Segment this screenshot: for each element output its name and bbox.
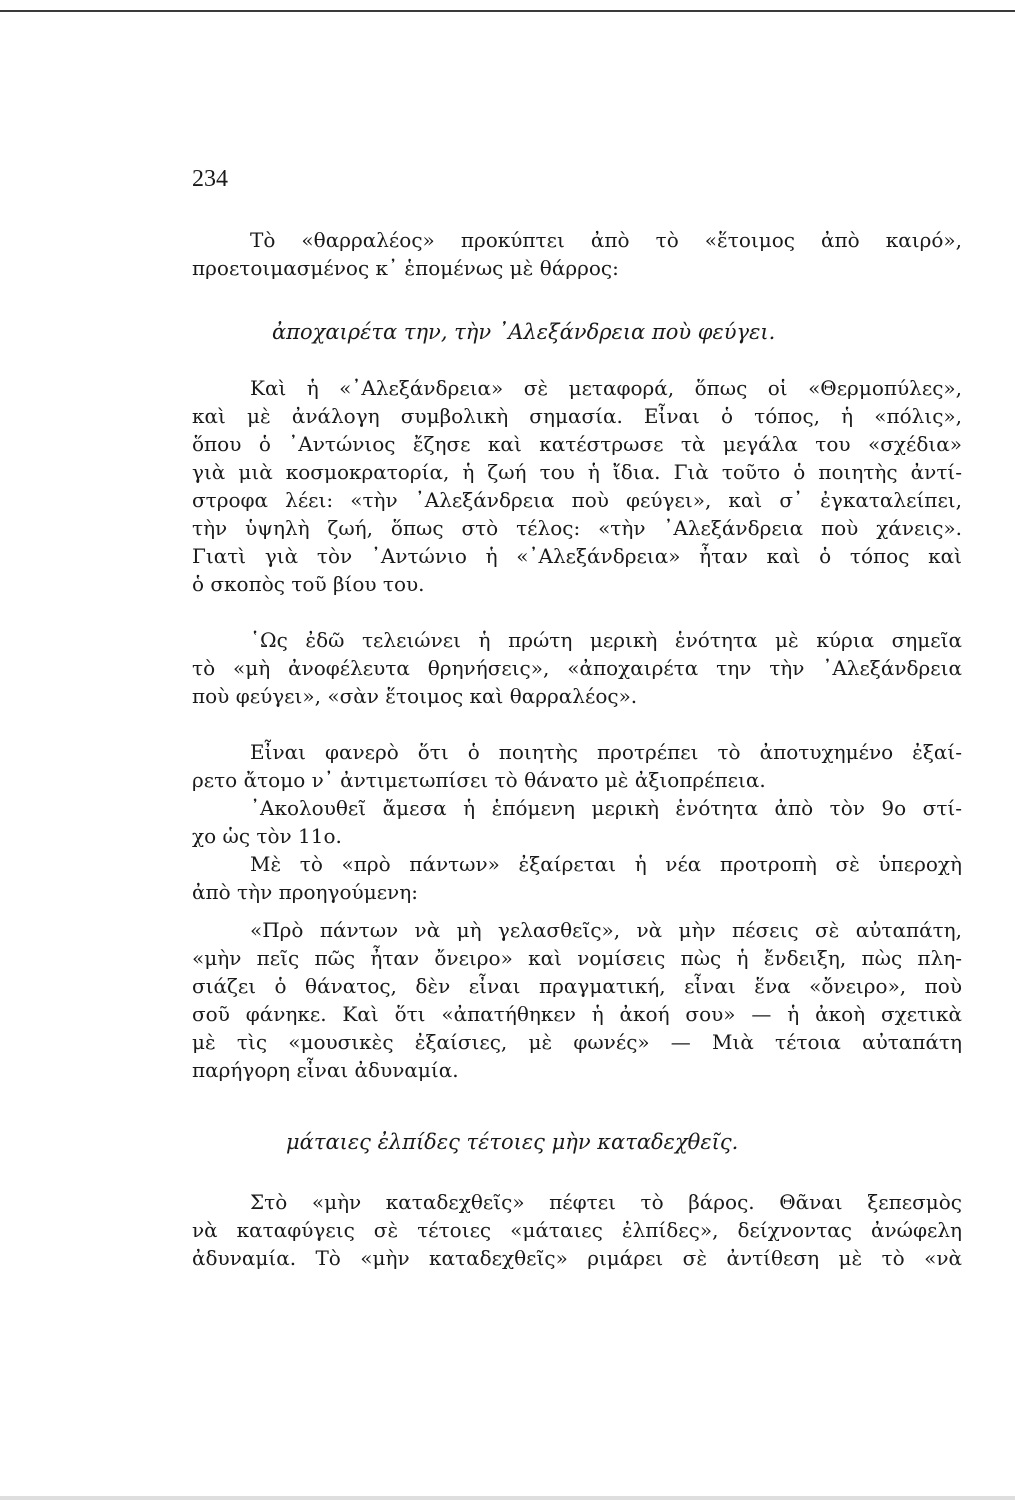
page-bottom-edge bbox=[0, 1496, 1015, 1500]
text-line: ἀπὸ τὴν προηγούμενη: bbox=[192, 880, 418, 904]
text-line: μὲ τὶς «μουσικὲς ἐξαίσιες, μὲ φωνές» — Μιὰ τέτοια αὐταπάτη bbox=[192, 1030, 962, 1054]
text-line: καὶ μὲ ἀνάλογη συμβολικὴ σημασία. Εἶναι ὁ τόπος, ἡ «πόλις», bbox=[192, 404, 962, 428]
paragraph-3 bbox=[192, 626, 962, 710]
text-line: Γιατὶ γιὰ τὸν ᾿Αντώνιο ἡ «᾿Αλεξάνδρεια» ἦταν καὶ ὁ τόπος καὶ bbox=[192, 544, 962, 568]
text-line: Στὸ «μὴν καταδεχθεῖς» πέφτει τὸ βάρος. Θᾶναι ξεπεσμὸς bbox=[250, 1190, 962, 1214]
text-line: νὰ καταφύγεις σὲ τέτοιες «μάταιες ἐλπίδες», δείχνοντας ἀνώφελη bbox=[192, 1218, 962, 1242]
text-line: «Πρὸ πάντων νὰ μὴ γελασθεῖς», νὰ μὴν πέσεις σὲ αὐταπάτη, bbox=[250, 918, 962, 942]
text-line: προετοιμασμένος κ᾿ ἑπομένως μὲ θάρρος: bbox=[192, 256, 619, 280]
verse-quote-1: ἀποχαιρέτα την, τὴν ᾿Αλεξάνδρεια ποὺ φεύγει. bbox=[272, 320, 776, 344]
text-line: χο ὡς τὸν 11ο. bbox=[192, 824, 342, 848]
text-line: τὴν ὑψηλὴ ζωή, ὅπως στὸ τέλος: «τὴν ᾿Αλεξάνδρεια ποὺ χάνεις». bbox=[192, 516, 962, 540]
text-line: στροφα λέει: «τὴν ᾿Αλεξάνδρεια ποὺ φεύγει», καὶ σ᾿ ἐγκαταλείπει, bbox=[192, 488, 962, 512]
text-line: σιάζει ὁ θάνατος, δὲν εἶναι πραγματική, εἶναι ἕνα «ὄνειρο», ποὺ bbox=[192, 974, 962, 998]
paragraph-7 bbox=[192, 916, 962, 1084]
text-line: Μὲ τὸ «πρὸ πάντων» ἐξαίρεται ἡ νέα προτροπὴ σὲ ὑπεροχὴ bbox=[250, 852, 962, 876]
paragraph-2 bbox=[192, 374, 962, 598]
page-top-edge bbox=[0, 0, 1015, 12]
text-line: γιὰ μιὰ κοσμοκρατορία, ἡ ζωή του ἡ ἴδια. Γιὰ τοῦτο ὁ ποιητὴς ἀντί- bbox=[192, 460, 962, 484]
page-number: 234 bbox=[192, 166, 228, 192]
text-line: Εἶναι φανερὸ ὅτι ὁ ποιητὴς προτρέπει τὸ ἀποτυχημένο ἐξαί- bbox=[250, 740, 962, 764]
verse-quote-2: μάταιες ἐλπίδες τέτοιες μὴν καταδεχθεῖς. bbox=[286, 1130, 739, 1154]
text-line: παρήγορη εἶναι ἀδυναμία. bbox=[192, 1058, 459, 1082]
text-line: ρετο ἄτομο ν᾿ ἀντιμετωπίσει τὸ θάνατο μὲ ἀξιοπρέπεια. bbox=[192, 768, 766, 792]
text-line: Καὶ ἡ «᾿Αλεξάνδρεια» σὲ μεταφορά, ὅπως οἱ «Θερμοπύλες», bbox=[250, 376, 962, 400]
text-line: σοῦ φάνηκε. Καὶ ὅτι «ἀπατήθηκεν ἡ ἀκοή σου» — ἡ ἀκοὴ σχετικὰ bbox=[192, 1002, 962, 1026]
text-line: «μὴν πεῖς πῶς ἦταν ὄνειρο» καὶ νομίσεις πὼς ἡ ἔνδειξη, πὼς πλη- bbox=[192, 946, 962, 970]
paragraph-6 bbox=[192, 850, 962, 906]
text-line: τὸ «μὴ ἀνοφέλευτα θρηνήσεις», «ἀποχαιρέτα την τὴν ᾿Αλεξάνδρεια bbox=[192, 656, 962, 680]
paragraph-8 bbox=[192, 1188, 962, 1272]
text-line: Τὸ «θαρραλέος» προκύπτει ἀπὸ τὸ «ἕτοιμος ἀπὸ καιρό», bbox=[250, 228, 962, 252]
text-line: ποὺ φεύγει», «σὰν ἕτοιμος καὶ θαρραλέος». bbox=[192, 684, 638, 708]
paragraph-4 bbox=[192, 738, 962, 794]
text-line: ἀδυναμία. Τὸ «μὴν καταδεχθεῖς» ριμάρει σὲ ἀντίθεση μὲ τὸ «νὰ bbox=[192, 1246, 962, 1270]
text-line: ῾Ως ἐδῶ τελειώνει ἡ πρώτη μερικὴ ἑνότητα μὲ κύρια σημεῖα bbox=[250, 628, 962, 652]
text-line: ᾿Ακολουθεῖ ἄμεσα ἡ ἑπόμενη μερικὴ ἑνότητα ἀπὸ τὸν 9ο στί- bbox=[250, 796, 962, 820]
paragraph-5 bbox=[192, 794, 962, 850]
text-line: ὁ σκοπὸς τοῦ βίου του. bbox=[192, 572, 425, 596]
paragraph-1 bbox=[192, 226, 962, 282]
text-line: ὅπου ὁ ᾿Αντώνιος ἔζησε καὶ κατέστρωσε τὰ μεγάλα του «σχέδια» bbox=[192, 432, 962, 456]
